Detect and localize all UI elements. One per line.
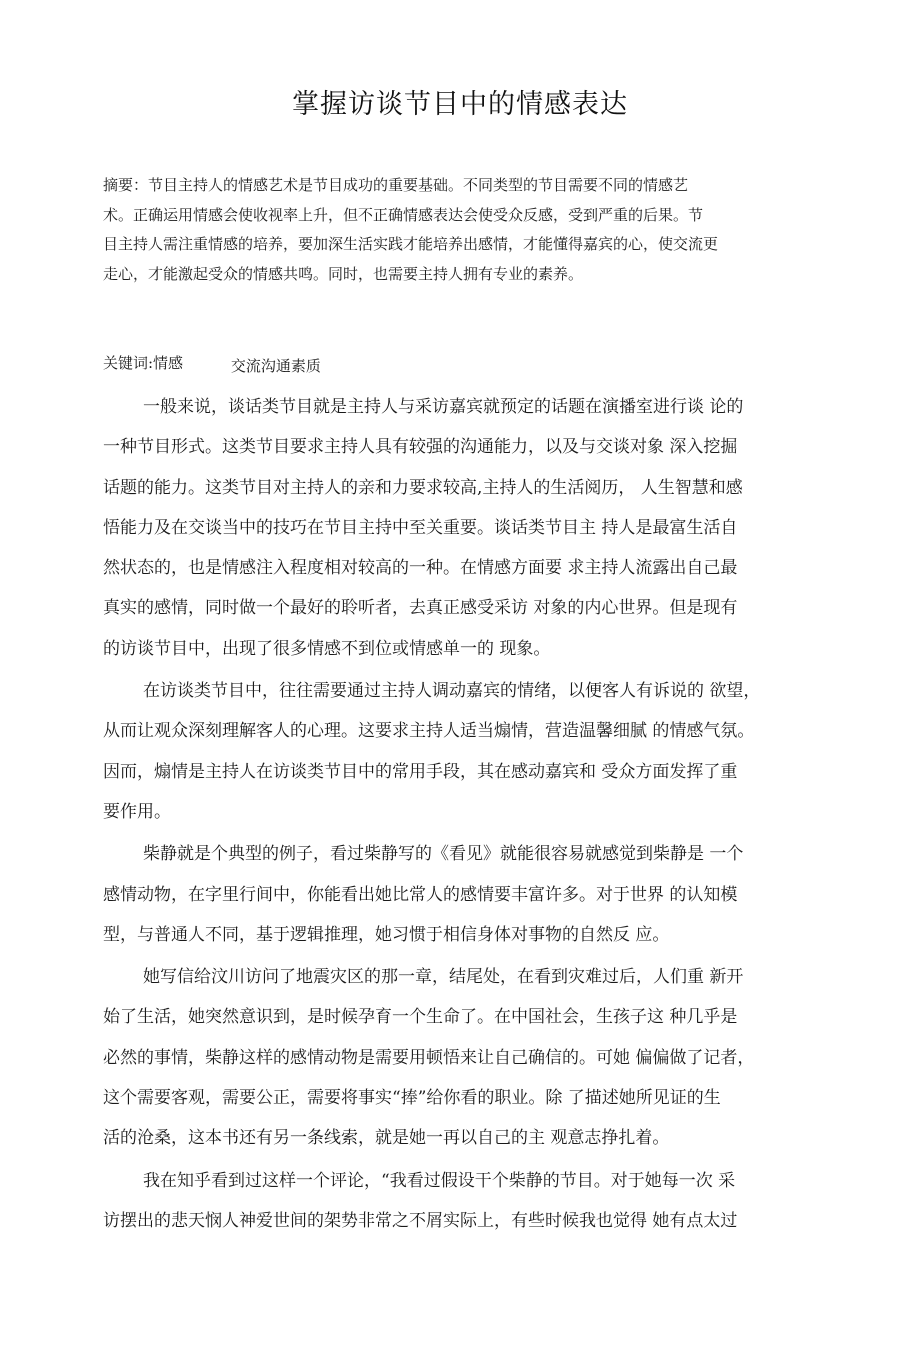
text-line: 真实的感情，同时做一个最好的聆听者，去真正感受采访 对象的内心世界。但是现有: [103, 598, 738, 619]
text-line: 然状态的，也是情感注入程度相对较高的一种。在情感方面要 求主持人流露出自己最: [103, 558, 738, 579]
body-text: [103, 387, 828, 1243]
text-line: 从而让观众深刻理解客人的心理。这要求主持人适当煽情，营造温馨细腻 的情感气氛。: [103, 721, 755, 742]
paragraph: [103, 957, 828, 1158]
abstract-line: 摘要：节目主持人的情感艺术是节目成功的重要基础。不同类型的节目需要不同的情感艺: [103, 176, 689, 194]
keywords-label: 关键词:情感: [103, 354, 184, 372]
text-line: 感情动物，在字里行间中，你能看出她比常人的感情要丰富许多。对于世界 的认知模: [103, 884, 738, 905]
abstract-line: 目主持人需注重情感的培养，要加深生活实践才能培养出感情，才能懂得嘉宾的心，使交流更: [103, 235, 719, 253]
text-line: 悟能力及在交谈当中的技巧在节目主持中至关重要。谈话类节目主 持人是最富生活自: [103, 517, 738, 538]
text-line: 一般来说，谈话类节目就是主持人与采访嘉宾就预定的话题在演播室进行谈 论的: [143, 397, 744, 417]
page-title: 掌握访谈节目中的情感表达: [292, 89, 628, 120]
text-line: 因而，煽情是主持人在访谈类节目中的常用手段，其在感动嘉宾和 受众方面发挥了重: [103, 761, 738, 782]
text-line: 活的沧桑，这本书还有另一条线索，就是她一再以自己的主 观意志挣扎着。: [103, 1128, 670, 1149]
keywords: [103, 352, 321, 373]
text-line: 要作用。: [103, 801, 171, 822]
text-line: 在访谈类节目中，往往需要通过主持人调动嘉宾的情绪，以便客人有诉说的 欲望，: [143, 681, 761, 702]
abstract-line: 术。正确运用情感会使收视率上升，但不正确情感表达会使受众反感，受到严重的后果。节: [103, 205, 704, 224]
text-line: 这个需要客观，需要公正，需要将事实“捧”给你看的职业。除 了描述她所见证的生: [103, 1088, 721, 1109]
keywords-values: 交流沟通素质: [230, 357, 321, 375]
text-line: 一种节目形式。这类节目要求主持人具有较强的沟通能力，以及与交谈对象 深入挖掘: [103, 437, 738, 458]
text-line: 柴静就是个典型的例子，看过柴静写的《看见》就能很容易就感觉到柴静是 一个: [143, 844, 744, 865]
paragraph: [103, 387, 828, 669]
text-line: 话题的能力。这类节目对主持人的亲和力要求较高,主持人的生活阅历， 人生智慧和感: [103, 477, 743, 498]
text-line: 始了生活，她突然意识到，是时候孕育一个生命了。在中国社会，生孩子这 种几乎是: [103, 1007, 738, 1028]
text-line: 型，与普通人不同，基于逻辑推理，她习惯于相信身体对事物的自然反 应。: [103, 924, 670, 945]
abstract: [103, 171, 818, 289]
text-line: 的访谈节目中，出现了很多情感不到位或情感单一的 现象。: [103, 638, 551, 659]
text-line: 她写信给汶川访问了地震灾区的那一章，结尾处，在看到灾难过后，人们重 新开: [143, 967, 744, 988]
paragraph: [103, 834, 828, 955]
text-line: 我在知乎看到过这样一个评论，“我看过假设干个柴静的节目。对于她每一次 采: [143, 1170, 736, 1191]
abstract-line: 走心，才能激起受众的情感共鸣。同时，也需要主持人拥有专业的素养。: [103, 264, 584, 283]
text-line: 必然的事情，柴静这样的感情动物是需要用顿悟来让自己确信的。可她 偏偏做了记者，: [103, 1047, 755, 1068]
paragraph: [103, 671, 828, 832]
text-line: 访摆出的悲天悯人神爱世间的架势非常之不屑实际上，有些时候我也觉得 她有点太过: [103, 1210, 738, 1231]
paragraph: [103, 1161, 828, 1242]
